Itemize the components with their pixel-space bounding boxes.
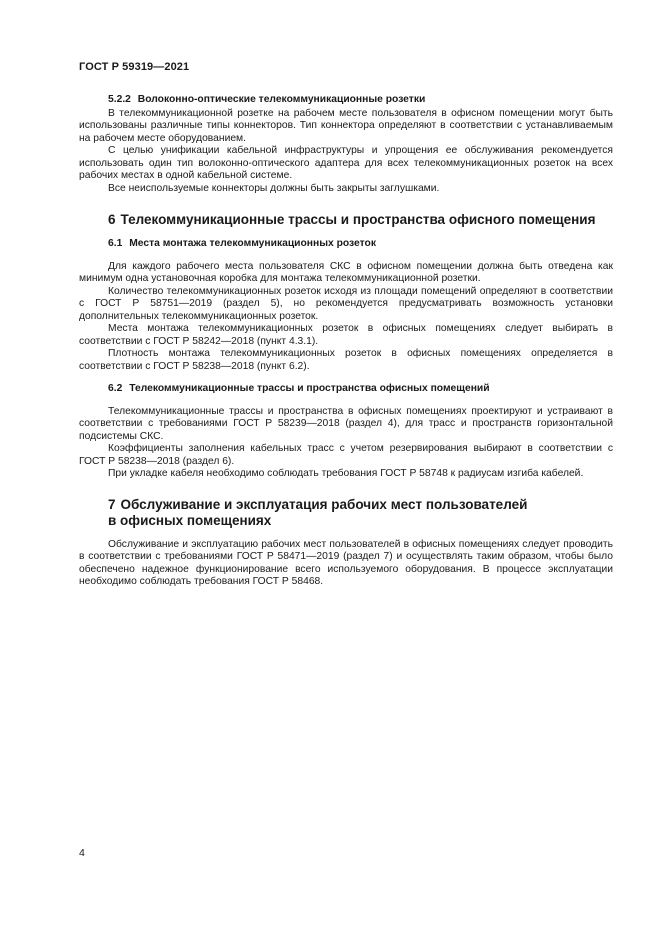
paragraph: Обслуживание и эксплуатацию рабочих мест пользователей в офисных помещениях следует проводить в соответствии с требованиями ГОСТ Р 58471—2019 (раздел 7) и осуществлять таким образом, чтобы было обеспечено надежное функционирование всего используемого оборудования. В процессе эксплуатации необходимо соблюдать требования ГОСТ Р 58468. <box>79 538 613 587</box>
paragraph: Плотность монтажа телекоммуникационных розеток в офисных помещениях определяется в соответствии с ГОСТ Р 58238—2018 (пункт 6.2). <box>79 348 613 372</box>
subsection-title: Волоконно-оптические телекоммуникационные розетки <box>137 94 426 105</box>
paragraph: Места монтажа телекоммуникационных розеток в офисных помещениях следует выбирать в соответствии с ГОСТ Р 58242—2018 (пункт 4.3.1). <box>79 323 613 347</box>
document-body <box>79 94 613 589</box>
paragraph: Все неиспользуемые коннекторы должны быть закрыты заглушками. <box>108 182 440 194</box>
paragraph: При укладке кабеля необходимо соблюдать требования ГОСТ Р 58748 к радиусам изгиба кабелей. <box>108 468 584 479</box>
section-number: 7 <box>108 496 116 512</box>
section-title-line-2: в офисных помещениях <box>108 512 272 528</box>
subsection-5-2-2-heading <box>79 94 613 107</box>
section-title: Телекоммуникационные трассы и пространства офисного помещения <box>120 212 596 227</box>
document-id: ГОСТ Р 59319—2021 <box>79 61 190 73</box>
paragraph: Коэффициенты заполнения кабельных трасс с учетом резервирования выбирают в соответствии с ГОСТ Р 58238—2018 (раздел 6). <box>79 443 613 467</box>
paragraph: Количество телекоммуникационных розеток исходя из площади помещений определяют в соответствии с ГОСТ Р 58751—2019 (раздел 5), но рекомендуется предусматривать возможность установки дополнительных телекоммуникационных розеток. <box>79 285 613 322</box>
section-6-heading <box>79 212 613 228</box>
paragraph: В телекоммуникационной розетке на рабочем месте пользователя в офисном помещении могут быть использованы различные типы коннекторов. Тип коннектора определяют в соответствии с устанавливаемым на рабочем месте оборудованием. <box>79 107 613 144</box>
paragraph: Телекоммуникационные трассы и пространства в офисных помещениях проектируют и устраивают в соответствии с требованиями ГОСТ Р 58239—2018 (раздел 4), для трасс и пространств горизонтальной подсистемы СКС. <box>79 405 613 442</box>
subsection-title: Места монтажа телекоммуникационных розеток <box>129 238 376 249</box>
subsection-number: 6.2 <box>108 383 123 394</box>
subsection-number: 5.2.2 <box>108 94 131 105</box>
paragraph: С целью унификации кабельной инфраструктуры и упрощения ее обслуживания рекомендуется использовать один тип волоконно-оптического адаптера для всех телекоммуникационных розеток на всех рабочих местах в одной кабельной системе. <box>79 145 613 181</box>
subsection-6-1-heading <box>79 238 613 251</box>
subsection-number: 6.1 <box>108 238 123 249</box>
subsection-6-2-heading <box>79 383 613 396</box>
section-7-heading <box>79 497 613 529</box>
section-number: 6 <box>108 212 116 227</box>
subsection-title: Телекоммуникационные трассы и пространства офисных помещений <box>129 383 490 394</box>
section-title-line-1: Обслуживание и эксплуатация рабочих мест пользователей <box>120 496 528 512</box>
paragraph: Для каждого рабочего места пользователя СКС в офисном помещении должна быть отведена как минимум одна установочная коробка для монтажа телекоммуникационной розетки. <box>79 260 613 284</box>
page-number: 4 <box>79 847 85 859</box>
